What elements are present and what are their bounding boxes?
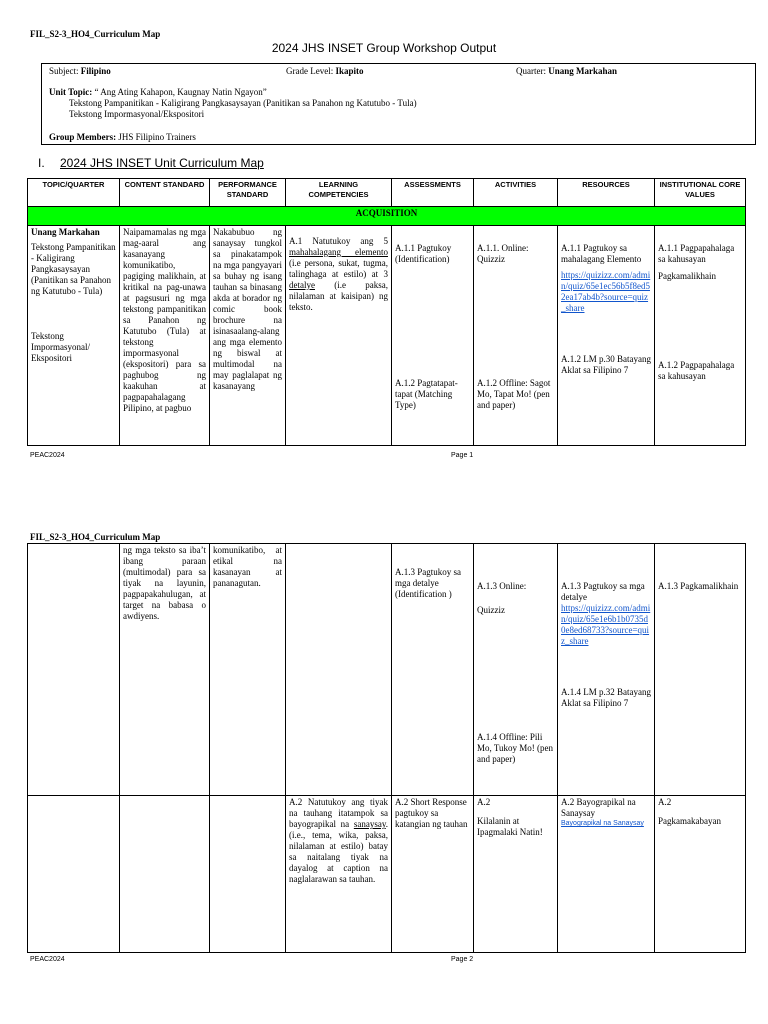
assessment-a2: A.2 Short Response pagtukoy sa katangian ng tauhan: [392, 796, 474, 953]
content-standard-continued: ng mga teksto sa iba’t ibang paraan (multimodal) para sa tiyak na layunin, pagpapakahulugan, at target na babasa o awdiyens.: [120, 544, 210, 796]
resource-a2: A.2 Bayograpikal na Sanaysay: [561, 797, 636, 818]
footer-page-number-2: Page 2: [451, 956, 474, 963]
topic-cell-empty: [28, 544, 120, 796]
grade-level-label: Grade Level:: [286, 66, 334, 76]
document-code-page-2: FIL_S2-3_HO4_Curriculum Map: [30, 532, 161, 542]
footer-left: PEAC2024: [30, 452, 65, 459]
topic-informational-text: Tekstong Impormasyonal/ Ekspositori: [31, 331, 90, 363]
core-values-cell: [655, 544, 746, 796]
unit-topic-value: “ Ang Ating Kahapon, Kaugnay Natin Ngayon”: [94, 87, 267, 97]
lc-a2-text-post: . (i.e., tema, wika, paksa, nilalaman at estilo) batay sa naitalang tiyak na dayalog at caption na naglalarawan sa tauhan.: [289, 819, 388, 884]
unit-topic-label: Unit Topic:: [49, 87, 93, 97]
resources-cell: [558, 796, 655, 953]
page-title: 2024 JHS INSET Group Workshop Output: [271, 41, 497, 55]
assessment-a12: A.1.2 Pagtatapat-tapat (Matching Type): [395, 378, 458, 410]
activities-cell: [474, 544, 558, 796]
lc-a1-underlined: mahahalagang elemento: [289, 247, 388, 257]
performance-standard-continued: komunikatibo, at etikal na kasanayan at pananagutan.: [210, 544, 286, 796]
footer-page-number: Page 1: [451, 452, 474, 459]
resources-cell: [558, 544, 655, 796]
learning-competency-empty: [286, 544, 392, 796]
quarter-label: Quarter:: [516, 66, 546, 76]
unit-topic-field: [49, 87, 417, 120]
document-code: FIL_S2-3_HO4_Curriculum Map: [30, 29, 161, 39]
unit-topic-line-3: Tekstong Impormasyonal/Ekspositori: [69, 109, 205, 119]
topic-literary-text: Tekstong Pampanitikan - Kaligirang Pangkasaysayan (Panitikan sa Panahon ng Katutubo - Tula): [31, 242, 116, 296]
activities-cell: [474, 796, 558, 953]
lc-a1-text-mid: (i.e persona, sukat, tugma, talinghaga at estilo) at 3: [289, 258, 388, 279]
header-assessments: ASSESSMENTS: [392, 179, 474, 207]
learning-competency-a1: [286, 226, 392, 446]
group-members-label: Group Members:: [49, 132, 117, 142]
resource-a13: A.1.3 Pagtukoy sa mga detalye: [561, 581, 645, 602]
grade-level-field: [286, 66, 364, 76]
subject-value: Filipino: [80, 66, 111, 76]
value-a11b: Pagkamalikhain: [658, 271, 716, 281]
table-row: [28, 796, 746, 953]
activity-a13-quizziz: Quizziz: [477, 605, 505, 615]
lc-a1-text-post: (i.e paksa, nilalaman at kaisipan) ng teksto.: [289, 280, 389, 312]
footer-left-page-2: PEAC2024: [30, 956, 65, 963]
activity-a13: A.1.3 Online:: [477, 581, 527, 591]
learning-competency-a2: [286, 796, 392, 953]
performance-standard-cell: Nakabubuo ng sanaysay tungkol sa pinakatampok na mga pangyayari sa buhay ng isang tauhan sa binasang akda at borador ng comic book brochure na isinasaalang-alang ang mga elemento ng biswal at multimodal na may paglalapat ng kasanayang: [210, 226, 286, 446]
activity-a12: A.1.2 Offline: Sagot Mo, Tapat Mo! (pen and paper): [477, 378, 551, 410]
value-a2: A.2: [658, 797, 672, 807]
resource-a12: A.1.2 LM p.30 Batayang Aklat sa Filipino 7: [561, 354, 651, 375]
curriculum-map-table-page-1: [27, 178, 746, 446]
table-row: [28, 226, 746, 446]
header-content-standard: CONTENT STANDARD: [120, 179, 210, 207]
quarter-field: [516, 66, 617, 76]
table-header-row: [28, 179, 746, 207]
resources-cell: [558, 226, 655, 446]
value-a12: A.1.2 Pagpapahalaga sa kahusayan: [658, 360, 735, 381]
section-number: I.: [38, 156, 45, 170]
value-a2-label: Pagkamakabayan: [658, 816, 721, 826]
performance-standard-empty: [210, 796, 286, 953]
value-a11: A.1.1 Pagpapahalaga sa kahusayan: [658, 243, 735, 264]
resource-a11-link[interactable]: https://quizizz.com/admin/quiz/65e1ec56b5f8ed52ea17ab4b?source=quiz_share: [561, 270, 651, 313]
header-topic-quarter: TOPIC/QUARTER: [28, 179, 120, 207]
table-row: [28, 544, 746, 796]
header-learning-competencies: LEARNING COMPETENCIES: [286, 179, 392, 207]
activity-a14: A.1.4 Offline: Pili Mo, Tukoy Mo! (pen and paper): [477, 732, 554, 764]
core-values-cell: [655, 226, 746, 446]
lc-a2-text: A.2 Natutukoy ang tiyak na tauhang itatampok sa bayograpikal na: [289, 797, 388, 829]
resource-a11: A.1.1 Pagtukoy sa mahalagang Elemento: [561, 243, 642, 264]
header-performance-standard: PERFORMANCE STANDARD: [210, 179, 286, 207]
group-members-value: JHS Filipino Trainers: [118, 132, 196, 142]
assessment-a13: A.1.3 Pagtukoy sa mga detalye (Identification ): [395, 567, 461, 599]
subject-label: Subject:: [49, 66, 79, 76]
activity-a11: A.1.1. Online: Quizziz: [477, 243, 529, 264]
grade-level-value: Ikapito: [335, 66, 364, 76]
subject-field: [49, 66, 111, 76]
value-a13: A.1.3 Pagkamalikhain: [658, 581, 739, 591]
topic-heading: Unang Markahan: [31, 227, 100, 237]
section-title: 2024 JHS INSET Unit Curriculum Map: [60, 156, 264, 170]
resource-a2-link[interactable]: Bayograpikal na Sanaysay: [561, 820, 644, 827]
activities-cell: [474, 226, 558, 446]
resource-a13-link[interactable]: https://quizizz.com/admin/quiz/65e1e6b1b0735d0e8ed68733?source=quiz_share: [561, 603, 651, 646]
header-resources: RESOURCES: [558, 179, 655, 207]
topic-cell: [28, 226, 120, 446]
activity-a2-title: Kilalanin at Ipagmalaki Natin!: [477, 816, 543, 837]
topic-cell-empty: [28, 796, 120, 953]
content-standard-empty: [120, 796, 210, 953]
lc-a2-underlined: sanaysay: [353, 819, 386, 829]
activity-a2: A.2: [477, 797, 491, 807]
assessment-a11: A.1.1 Pagtukoy (Identification): [395, 243, 452, 264]
lc-a1-text: A.1 Natutukoy ang 5: [289, 236, 388, 246]
info-box: [41, 63, 756, 145]
assessments-cell: [392, 544, 474, 796]
header-core-values: INSTITUTIONAL CORE VALUES: [655, 179, 746, 207]
header-activities: ACTIVITIES: [474, 179, 558, 207]
lc-a1-underlined-2: detalye: [289, 280, 315, 290]
acquisition-banner: ACQUISITION: [28, 207, 746, 226]
core-values-cell: [655, 796, 746, 953]
assessments-cell: [392, 226, 474, 446]
content-standard-cell: Naipamamalas ng mga mag-aaral ang kasanayang komunikatibo, pagiging malikhain, at kritikal na pag-unawa at pagsusuri ng mga tekstong pampanitikan sa Panahon ng Katutubo (Tula) at tekstong impormasyonal (ekspositori) para sa paghubog ng kaakuhan at pagpapahalagang Pilipino, at pagbuo: [120, 226, 210, 446]
resource-a14: A.1.4 LM p.32 Batayang Aklat sa Filipino 7: [561, 687, 651, 708]
curriculum-map-table-page-2: [27, 543, 746, 953]
group-members-field: [49, 132, 196, 142]
unit-topic-line-2: Tekstong Pampanitikan - Kaligirang Pangkasaysayan (Panitikan sa Panahon ng Katutubo - Tula): [69, 98, 417, 108]
quarter-value: Unang Markahan: [548, 66, 617, 76]
